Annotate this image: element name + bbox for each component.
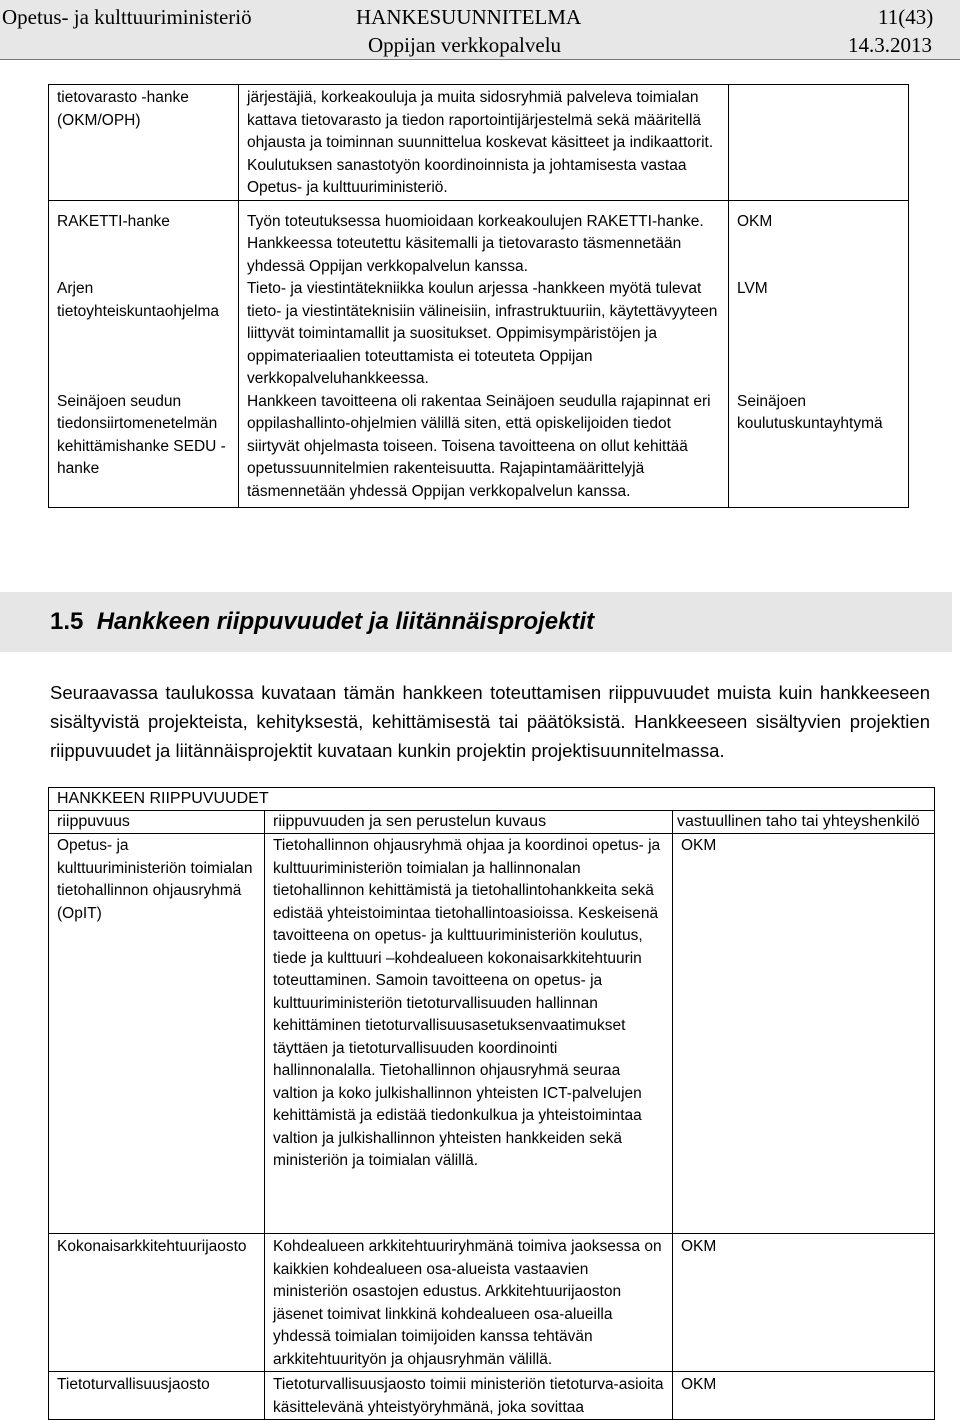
section-title-text: Hankkeen riippuvuudet ja liitännäisprojektit — [96, 608, 595, 635]
table-caption-row — [49, 788, 935, 811]
dependency-name-cell: Kokonaisarkkitehtuurijaosto — [49, 1234, 265, 1372]
table-row — [49, 1372, 935, 1420]
table-row — [49, 834, 935, 1234]
table-row — [49, 85, 909, 201]
dependency-desc-cell: Tietohallinnon ohjausryhmä ohjaa ja koordinoi opetus- ja kulttuuriministeriön toimialan ja hallinnonalan tietohallinnon kehittämistä ja tietohallintohankkeita sekä edistää yhteistoimintaa tietohallintoasioissa. Keskeisenä tavoitteena on opetus- ja kulttuuriministeriön koulutus, tiede ja kulttuuri –kohdealueen kokonaisarkkitehtuurin toteuttaminen. Samoin tavoitteena on opetus- ja kulttuuriministeriön tietoturvallisuuden hallinnan kehittäminen tietoturvallisuusasetuksenvaatimukset täyttäen ja tietoturvallisuuden koordinointi hallinnonalalla. Tietohallinnon ohjausryhmä seuraa valtion ja koko julkishallinnon yhteisten ICT-palvelujen kehittämistä ja edistää tiedonkulkua ja yhteistoimintaa valtion ja julkishallinnon yhteisten hankkeiden sekä ministeriön ja toimialan välillä. — [265, 834, 673, 1234]
dependency-desc-cell: Tietoturvallisuusjaosto toimii ministeriön tietoturva-asioita käsittelevänä yhteistyöryhmänä, joka sovittaa — [265, 1372, 673, 1420]
project-desc-cell: Hankkeen tavoitteena oli rakentaa Seinäjoen seudulla rajapinnat eri oppilashallinto-ohjelmien välillä siten, että opiskelijoiden tiedot siirtyvät ohjelmasta toiseen. Toisena tavoitteena on ollut kehittää opetussuunnitelmien rakenteisuutta. Rajapintamäärittelyjä täsmennetään yhdessä Oppijan verkkopalvelun kanssa. — [239, 391, 729, 508]
project-owner-cell: Seinäjoen koulutuskuntayhtymä — [729, 391, 909, 508]
document-type: HANKESUUNNITELMA — [356, 5, 582, 29]
column-header: vastuullinen taho tai yhteyshenkilö — [673, 811, 935, 834]
dependency-desc-cell: Kohdealueen arkkitehtuuriryhmänä toimiva jaoksessa on kaikkien kohdealueen osa-alueista vastaavien ministeriön osastojen edustus. Arkkitehtuurijaoston jäsenet toimivat linkkinä kohdealueen osa-alueilla yhdessä toimialan toimijoiden kanssa tehtävän arkkitehtuurityön ja ohjausryhmän välillä. — [265, 1234, 673, 1372]
column-header: riippuvuuden ja sen perustelun kuvaus — [265, 811, 673, 834]
dependency-owner-cell: OKM — [673, 1372, 935, 1420]
dependency-name-cell: Opetus- ja kulttuuriministeriön toimialan tietohallinnon ohjausryhmä (OpIT) — [49, 834, 265, 1234]
project-name-cell: RAKETTI-hanke — [49, 200, 239, 278]
project-name-cell: Seinäjoen seudun tiedonsiirtomenetelmän kehittämishanke SEDU -hanke — [49, 391, 239, 508]
section-title — [50, 608, 594, 636]
project-owner-cell — [729, 85, 909, 201]
section-number: 1.5 — [50, 608, 84, 635]
table-row — [49, 200, 909, 278]
table-row — [49, 278, 909, 391]
dependency-owner-cell: OKM — [673, 1234, 935, 1372]
related-projects-table — [48, 84, 909, 508]
dependency-owner-cell: OKM — [673, 834, 935, 1234]
project-owner-cell: LVM — [729, 278, 909, 391]
intro-paragraph: Seuraavassa taulukossa kuvataan tämän hankkeen toteuttamisen riippuvuudet muista kuin hankkeeseen sisältyvistä projekteista, kehityksestä, kehittämisestä tai päätöksistä. Hankkeeseen sisältyvien projektien riippuvuudet ja liitännäisprojektit kuvataan kunkin projektin projektisuunnitelmassa. — [50, 682, 930, 761]
ministry-name: Opetus- ja kulttuuriministeriö — [2, 5, 252, 29]
project-name: Oppijan verkkopalvelu — [368, 33, 562, 57]
dependency-name-cell: Tietoturvallisuusjaosto — [49, 1372, 265, 1420]
project-owner-cell: OKM — [729, 200, 909, 278]
table-row — [49, 1234, 935, 1372]
page-number: 11(43) — [878, 5, 934, 29]
dependencies-table — [48, 787, 935, 1420]
column-header: riippuvuus — [49, 811, 265, 834]
header-rule — [0, 59, 960, 60]
project-desc-cell: Työn toteutuksessa huomioidaan korkeakoulujen RAKETTI-hanke. Hankkeessa toteutettu käsitemalli ja tietovarasto täsmennetään yhdessä Oppijan verkkopalvelun kanssa. — [239, 200, 729, 278]
table-header-row — [49, 811, 935, 834]
table-row — [49, 391, 909, 508]
project-name-cell: tietovarasto -hanke (OKM/OPH) — [49, 85, 239, 201]
project-desc-cell: järjestäjiä, korkeakouluja ja muita sidosryhmiä palveleva toimialan kattava tietovarasto ja tiedon raportointijärjestelmä sekä määritellä ohjausta ja toiminnan suunnittelua koskevat käsitteet ja indikaattorit. Koulutuksen sanastotyön koordinoinnista ja johtamisesta vastaa Opetus- ja kulttuuriministeriö. — [239, 85, 729, 201]
section-heading-band — [0, 592, 952, 652]
document-date: 14.3.2013 — [848, 33, 932, 57]
project-desc-cell: Tieto- ja viestintätekniikka koulun arjessa -hankkeen myötä tulevat tieto- ja viestintäteknisiin välineisiin, infrastruktuuriin, käytettävyyteen liittyvät toimintamallit ja suositukset. Oppimisympäristöjen ja oppimateriaalien toteuttamista ei toteuteta Oppijan verkkopalveluhankkeessa. — [239, 278, 729, 391]
project-name-cell: Arjen tietoyhteiskuntaohjelma — [49, 278, 239, 391]
table-caption: HANKKEEN RIIPPUVUUDET — [49, 788, 935, 811]
page-header — [0, 0, 960, 60]
